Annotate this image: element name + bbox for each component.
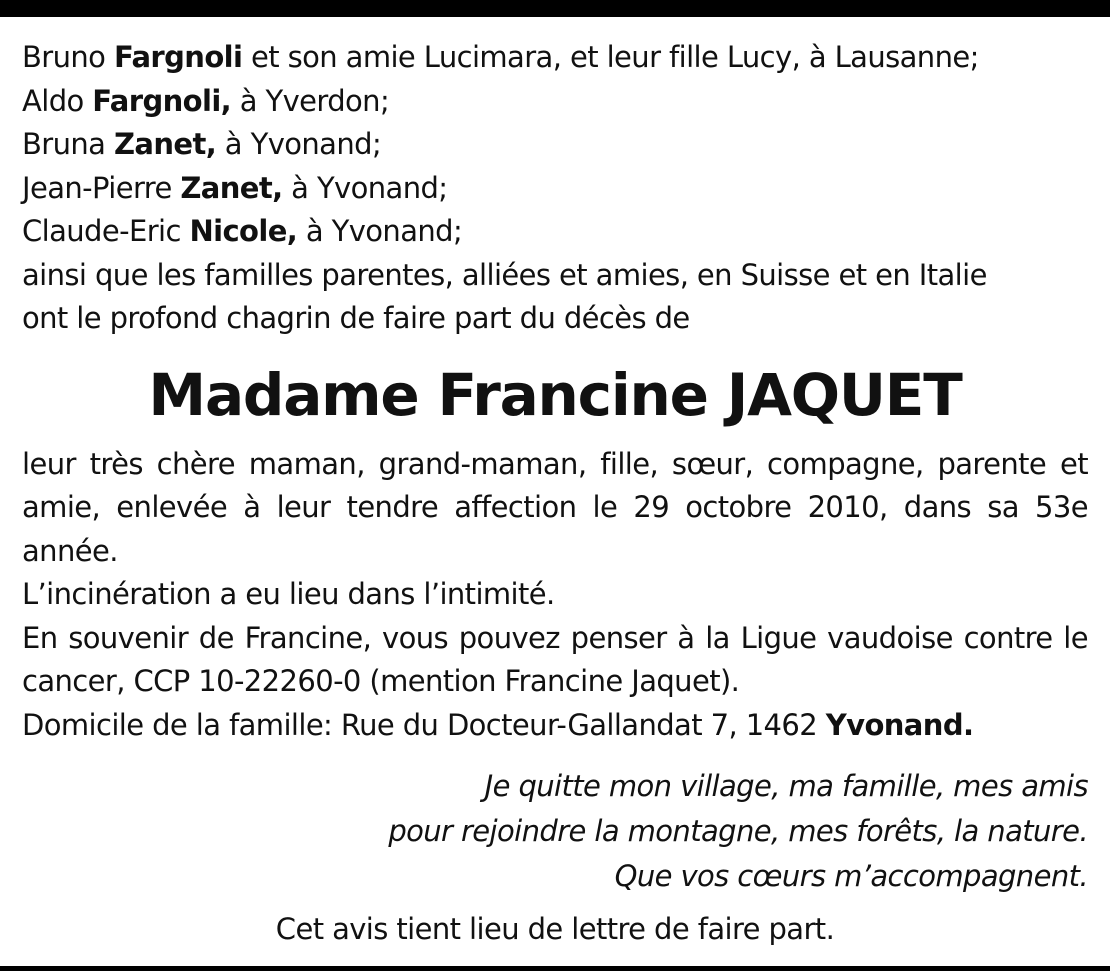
family-surname: Fargnoli, bbox=[92, 83, 232, 118]
family-line bbox=[22, 167, 1088, 211]
family-surname: Zanet, bbox=[180, 170, 283, 205]
family-surname: Zanet, bbox=[113, 127, 217, 161]
family-first-name: Jean-Pierre bbox=[22, 170, 181, 205]
family-list bbox=[22, 36, 1088, 341]
footer-note: Cet avis tient lieu de lettre de faire part. bbox=[275, 912, 835, 946]
deceased-description: leur très chère maman, grand-maman, fille, sœur, compagne, parente et amie, enlevée à leur tendre affection le 29 octobre 2010, dans sa 53e année. bbox=[22, 446, 1088, 568]
family-first-name: Bruno bbox=[22, 40, 114, 74]
domicile-town: Yvonand. bbox=[825, 707, 974, 742]
family-line bbox=[22, 80, 1088, 124]
family-location: à Yvonand; bbox=[297, 214, 463, 248]
domicile-line bbox=[22, 704, 1088, 748]
family-first-name: Aldo bbox=[22, 83, 93, 118]
family-first-name: Claude-Eric bbox=[22, 214, 190, 248]
notice-body bbox=[22, 443, 1088, 748]
poem-line: Je quitte mon village, ma famille, mes amis bbox=[484, 769, 1088, 803]
intro-line: ont le profond chagrin de faire part du décès de bbox=[22, 301, 690, 335]
family-location: à Yvonand; bbox=[282, 170, 448, 205]
bottom-border-rule bbox=[0, 966, 1110, 971]
intro-line: ainsi que les familles parentes, alliées et amies, en Suisse et en Italie bbox=[22, 257, 987, 292]
family-location: et son amie Lucimara, et leur fille Lucy, à Lausanne; bbox=[242, 40, 979, 74]
family-line bbox=[22, 123, 1088, 167]
family-location: à Yverdon; bbox=[231, 83, 390, 118]
family-surname: Nicole, bbox=[189, 214, 298, 248]
cremation-note: L’incinération a eu lieu dans l’intimité. bbox=[22, 577, 555, 611]
top-border-rule bbox=[0, 0, 1110, 17]
obituary-notice bbox=[22, 36, 1088, 899]
deceased-name: Madame Francine JAQUET bbox=[148, 360, 962, 429]
family-line bbox=[22, 210, 1088, 254]
family-surname: Fargnoli bbox=[113, 40, 243, 74]
family-location: à Yvonand; bbox=[216, 127, 382, 161]
poem bbox=[22, 764, 1088, 899]
poem-line: pour rejoindre la montagne, mes forêts, la nature. bbox=[388, 814, 1088, 848]
domicile-address: Domicile de la famille: Rue du Docteur-Gallandat 7, 1462 bbox=[22, 707, 826, 742]
family-first-name: Bruna bbox=[22, 127, 114, 161]
donation-note: En souvenir de Francine, vous pouvez penser à la Ligue vaudoise contre le cancer, CCP 10-22260-0 (mention Francine Jaquet). bbox=[22, 620, 1088, 698]
poem-line: Que vos cœurs m’accompagnent. bbox=[614, 859, 1088, 893]
family-line bbox=[22, 36, 1088, 80]
